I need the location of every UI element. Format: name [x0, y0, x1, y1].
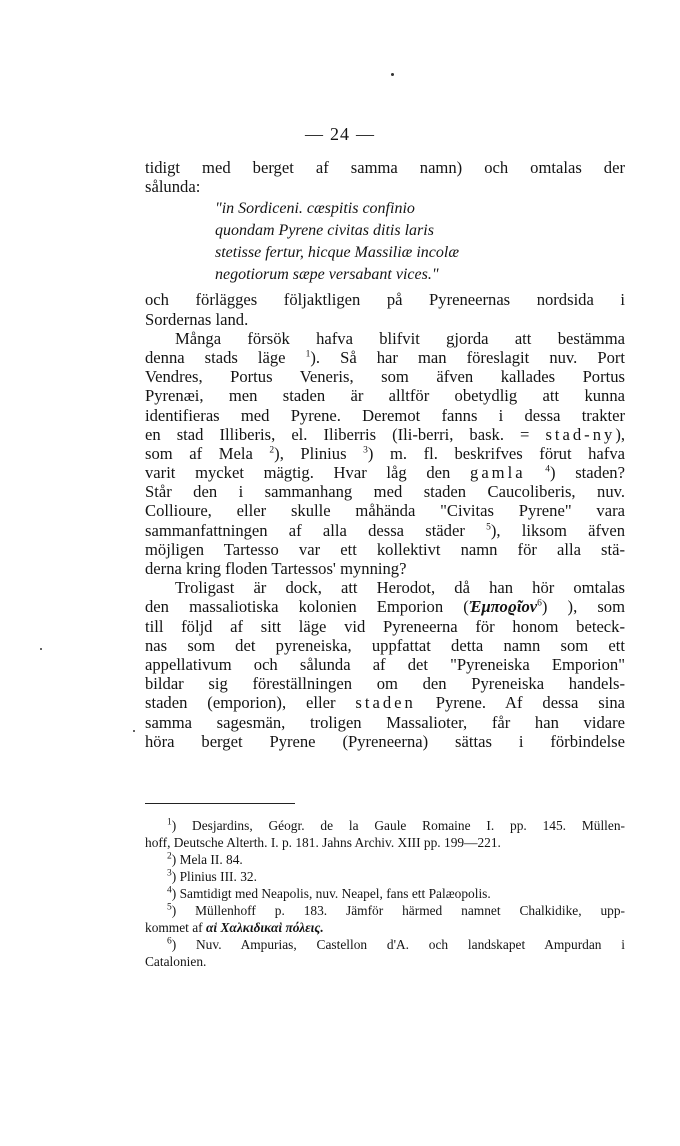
text-line: den massaliotiska kolonien Emporion (Ἐμποϱῖον$^6$) ), som	[145, 597, 625, 617]
footnote-divider	[145, 803, 295, 804]
text-line: sålunda:	[145, 177, 201, 197]
text-line: sammanfattningen af alla dessa städer $^5$), liksom äfven	[145, 520, 625, 540]
text-line: höra berget Pyrene (Pyreneerna) sättas i förbindelse	[145, 731, 625, 751]
text-line: denna stads läge $^1$). Så har man föreslagit nuv. Port	[145, 347, 626, 367]
text-line: bildar sig föreställningen om den Pyreneiska handels-	[145, 674, 625, 694]
footnote-2: $^2$) Mela II. 84.	[167, 851, 243, 867]
text-line: Många försök hafva blifvit gjorda att bestämma	[175, 328, 625, 348]
footnote-4: $^4$) Samtidigt med Neapolis, nuv. Neapel, fans ett Palæopolis.	[167, 885, 491, 901]
footnotes	[145, 817, 625, 970]
footnote-5-cont: kommet af αἱ Χαλκιδικαὶ πόλεις.	[145, 920, 324, 935]
quote-line: negotiorum sæpe versabant vices."	[215, 266, 439, 284]
latin-quotation	[215, 198, 575, 286]
page-number: — 24 —	[305, 124, 375, 144]
ink-speck	[133, 730, 135, 732]
text-line: till följd af sitt läge vid Pyreneerna för honom beteck-	[145, 616, 625, 636]
quote-line: stetisse fertur, hicque Massiliæ incolæ	[215, 244, 459, 262]
text-line: Står den i sammanhang med staden Caucoliberis, nuv.	[145, 482, 625, 502]
quote-line: quondam Pyrene civitas ditis laris	[215, 222, 434, 240]
text-line: derna kring floden Tartessos' mynning?	[145, 559, 407, 578]
text-line: en stad Illiberis, el. Iliberris (Ili-berri, bask. = stad-ny),	[145, 424, 625, 444]
footnote-ref: 2	[269, 445, 275, 456]
footnote-3: $^3$) Plinius III. 32.	[167, 868, 257, 884]
footnote-6-cont: Catalonien.	[145, 954, 207, 969]
body-text	[145, 158, 625, 751]
text-line: Sordernas land.	[145, 309, 249, 329]
text-line: varit mycket mägtig. Hvar låg den gamla $^4$) staden?	[145, 463, 625, 483]
text-line: samma sagesmän, troligen Massalioter, får han vidare	[145, 712, 625, 732]
quote-line: "in Sordiceni. cæspitis confinio	[215, 200, 415, 218]
text-line: Vendres, Portus Veneris, som äfven kallades Portus	[145, 367, 625, 387]
text-line: Collioure, eller skulle måhända "Civitas Pyrene" vara	[145, 501, 625, 521]
footnote-5: $^5$) Müllenhoff p. 183. Jämför härmed namnet Chalkidike, upp-	[167, 902, 625, 918]
footnote-1: $^1$) Desjardins, Géogr. de la Gaule Romaine I. pp. 145. Müllen-	[167, 817, 625, 833]
footnote-ref: 5	[486, 522, 491, 533]
ink-speck	[40, 648, 42, 650]
text-line: identifieras med Pyrene. Deremot fanns i dessa trakter	[145, 405, 625, 425]
footnote-6: $^6$) Nuv. Ampurias, Castellon d'A. och landskapet Ampurdan i	[167, 936, 625, 952]
footnote-ref: 1	[305, 349, 311, 360]
text-line: staden (emporion), eller staden Pyrene. Af dessa sina	[145, 693, 625, 713]
text-line: Pyrenæi, men staden är alltför obetydlig att kunna	[145, 386, 625, 406]
footnote-ref: 4	[545, 464, 550, 475]
text-line: möjligen Tartesso var ett kollektivt namn för alla stä-	[145, 539, 625, 559]
footnote-ref: 6	[537, 598, 542, 609]
ink-speck	[391, 73, 394, 76]
text-line: och förlägges följaktligen på Pyreneernas nordsida i	[145, 290, 625, 310]
text-line: appellativum och sålunda af det "Pyreneiska Emporion"	[145, 654, 625, 674]
footnote-ref: 3	[363, 445, 368, 456]
text-line: Troligast är dock, att Herodot, då han hör omtalas	[175, 578, 625, 598]
footnote-1-cont: hoff, Deutsche Alterth. I. p. 181. Jahns Archiv. XIII pp. 199—221.	[145, 835, 501, 850]
text-line: nas som det pyreneiska, uppfattat detta namn som ett	[145, 635, 625, 655]
text-line: tidigt med berget af samma namn) och omtalas der	[145, 158, 625, 177]
text-line: som af Mela $^2$), Plinius $^3$) m. fl. beskrifves förut hafva	[145, 443, 625, 463]
